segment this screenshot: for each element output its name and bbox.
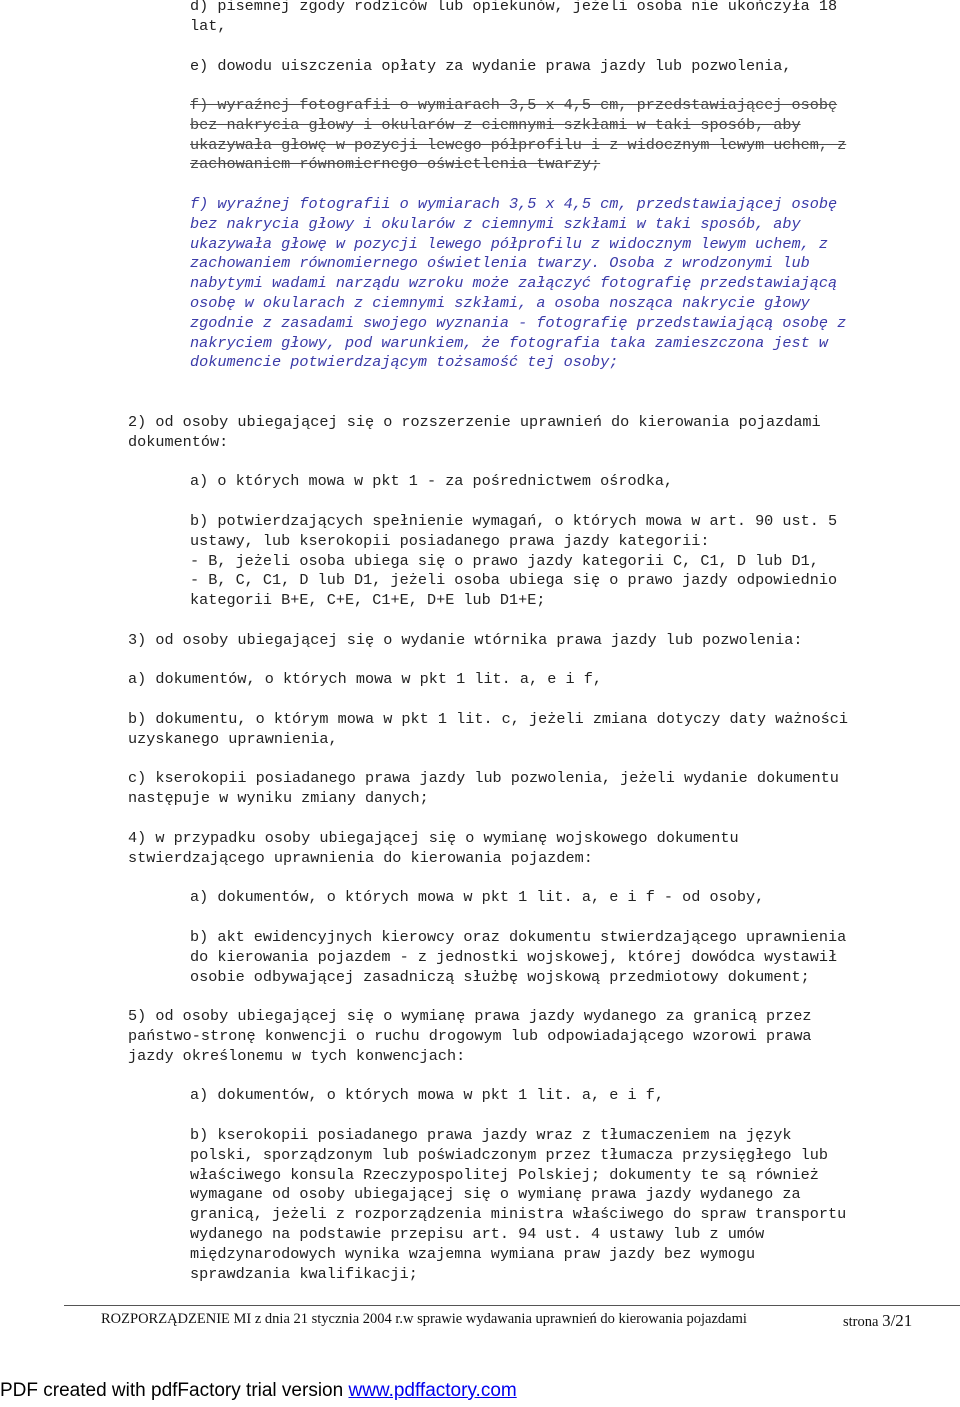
text-line: nakryciem głowy, pod warunkiem, że fotografia taka zamieszczona jest w — [190, 333, 828, 352]
text-line: c) kserokopii posiadanego prawa jazdy lub pozwolenia, jeżeli wydanie dokumentu — [128, 769, 839, 787]
text-line: sprawdzania kwalifikacji; — [190, 1264, 418, 1283]
text-line: jazdy określonemu w tych konwencjach: — [128, 1046, 466, 1065]
text-line: do kierowania pojazdem - z jednostki wojskowej, której dowódca wystawił — [190, 947, 838, 966]
text-line: e) dowodu uiszczenia opłaty za wydanie prawa jazdy lub pozwolenia, — [190, 57, 792, 75]
text-line: następuje w wyniku zmiany danych; — [128, 788, 429, 807]
paragraph-4a — [190, 888, 764, 908]
text-line: zgodnie z zasadami swojego wyznania - fotografię przedstawiającą osobę z — [190, 313, 847, 332]
text-line: osobę w okularach z ciemnymi szkłami, a osoba nosząca nakrycie głowy — [190, 293, 810, 312]
footer-page-label: strona — [843, 1314, 879, 1330]
text-line: zachowaniem równomiernego oświetlenia twarzy; — [190, 155, 601, 174]
paragraph-2a — [190, 472, 673, 492]
text-line: międzynarodowych wynika wzajemna wymiana praw jazdy bez wymogu — [190, 1244, 756, 1263]
text-line: bez nakrycia głowy i okularów z ciemnymi szkłami w taki sposób, aby — [190, 214, 801, 233]
text-line: 5) od osoby ubiegającej się o wymianę prawa jazdy wydanego za granicą przez — [128, 1007, 812, 1025]
text-line: f) wyraźnej fotografii o wymiarach 3,5 x 4,5 cm, przedstawiającej osobę — [190, 96, 838, 114]
text-line: b) kserokopii posiadanego prawa jazdy wraz z tłumaczeniem na język — [190, 1126, 792, 1144]
text-line: właściwego konsula Rzeczypospolitej Polskiej; dokumenty te są również — [190, 1165, 819, 1184]
paragraph-4b — [190, 928, 846, 987]
pdf-banner-text: PDF created with pdfFactory trial version — [0, 1380, 349, 1401]
paragraph-d — [190, 0, 837, 37]
paragraph-f-amended — [190, 195, 846, 373]
text-line: b) potwierdzających spełnienie wymagań, o których mowa w art. 90 ust. 5 — [190, 512, 838, 530]
text-line: - B, jeżeli osoba ubiega się o prawo jazdy kategorii C, C1, D lub D1, — [190, 551, 819, 570]
text-line: f) wyraźnej fotografii o wymiarach 3,5 x 4,5 cm, przedstawiającej osobę — [190, 195, 838, 213]
text-line: stwierdzającego uprawnienia do kierowania pojazdem: — [128, 848, 593, 867]
paragraph-3b — [128, 710, 848, 750]
text-line: a) o których mowa w pkt 1 - za pośrednictwem ośrodka, — [190, 472, 674, 490]
paragraph-5a — [190, 1086, 664, 1106]
text-line: nabytymi wadami narządu wzroku może załączyć fotografię przedstawiającą — [190, 274, 838, 293]
footer-page — [843, 1311, 912, 1331]
paragraph-3a — [128, 670, 602, 690]
text-line: a) dokumentów, o których mowa w pkt 1 lit. a, e i f, — [128, 670, 602, 688]
text-line: wymagane od osoby ubiegającej się o wymianę prawa jazdy wydanego za — [190, 1185, 801, 1204]
paragraph-f-struck-through — [190, 96, 846, 175]
text-line: osobie odbywającej zasadniczą służbę wojskową przedmiotowy dokument; — [190, 967, 810, 986]
text-line: a) dokumentów, o których mowa w pkt 1 lit. a, e i f, — [190, 1086, 664, 1104]
text-line: lat, — [190, 16, 227, 35]
paragraph-2b — [190, 512, 837, 611]
text-line: zachowaniem równomiernego oświetlenia twarzy. Osoba z wrodzonymi lub — [190, 254, 810, 273]
paragraph-5b — [190, 1126, 846, 1284]
paragraph-e — [190, 57, 792, 77]
text-line: 2) od osoby ubiegającej się o rozszerzenie uprawnień do kierowania pojazdami — [128, 413, 821, 431]
text-line: 3) od osoby ubiegającej się o wydanie wtórnika prawa jazdy lub pozwolenia: — [128, 631, 803, 649]
text-line: ustawy, lub kserokopii posiadanego prawa jazdy kategorii: — [190, 531, 710, 550]
text-line: dokumentów: — [128, 432, 229, 451]
text-line: ukazywała głowę w pozycji lewego półprofilu z widocznym lewym uchem, z — [190, 234, 828, 253]
text-line: polski, sporządzonym lub poświadczonym przez tłumacza przysięgłego lub — [190, 1145, 828, 1164]
pdffactory-link[interactable]: www.pdffactory.com — [348, 1380, 517, 1401]
text-line: dokumencie potwierdzającym tożsamość tej osoby; — [190, 353, 619, 372]
paragraph-5 — [128, 1007, 812, 1066]
paragraph-3 — [128, 631, 802, 651]
paragraph-2 — [128, 413, 821, 453]
text-line: bez nakrycia głowy i okularów z ciemnymi szkłami w taki sposób, aby — [190, 115, 801, 134]
paragraph-4 — [128, 829, 739, 869]
paragraph-3c — [128, 769, 839, 809]
text-line: 4) w przypadku osoby ubiegającej się o wymianę wojskowego dokumentu — [128, 829, 739, 847]
text-line: państwo-stronę konwencji o ruchu drogowym lub odpowiadającego wzorowi prawa — [128, 1026, 812, 1045]
text-line: d) pisemnej zgody rodziców lub opiekunów, jeżeli osoba nie ukończyła 18 — [190, 0, 838, 15]
text-line: granicą, jeżeli z rozporządzenia ministra właściwego do spraw transportu — [190, 1205, 847, 1224]
text-line: uzyskanego uprawnienia, — [128, 729, 338, 748]
text-line: b) dokumentu, o którym mowa w pkt 1 lit. c, jeżeli zmiana dotyczy daty ważności — [128, 710, 849, 728]
text-line: a) dokumentów, o których mowa w pkt 1 lit. a, e i f - od osoby, — [190, 888, 765, 906]
pdf-creator-banner — [0, 1380, 517, 1402]
text-line: - B, C, C1, D lub D1, jeżeli osoba ubiega się o prawo jazdy odpowiednio — [190, 571, 838, 590]
footer-page-number: 3/21 — [882, 1311, 913, 1330]
text-line: kategorii B+E, C+E, C1+E, D+E lub D1+E; — [190, 591, 546, 610]
text-line: ukazywała głowę w pozycji lewego półprofilu i z widocznym lewym uchem, z — [190, 135, 847, 154]
text-line: wydanego na podstawie przepisu art. 94 ust. 4 ustawy lub z umów — [190, 1224, 765, 1243]
text-line: b) akt ewidencyjnych kierowcy oraz dokumentu stwierdzającego uprawnienia — [190, 928, 847, 946]
footer-divider — [64, 1305, 960, 1306]
footer-title: ROZPORZĄDZENIE MI z dnia 21 stycznia 2004 r.w sprawie wydawania uprawnień do kierowania pojazdami — [101, 1311, 747, 1327]
